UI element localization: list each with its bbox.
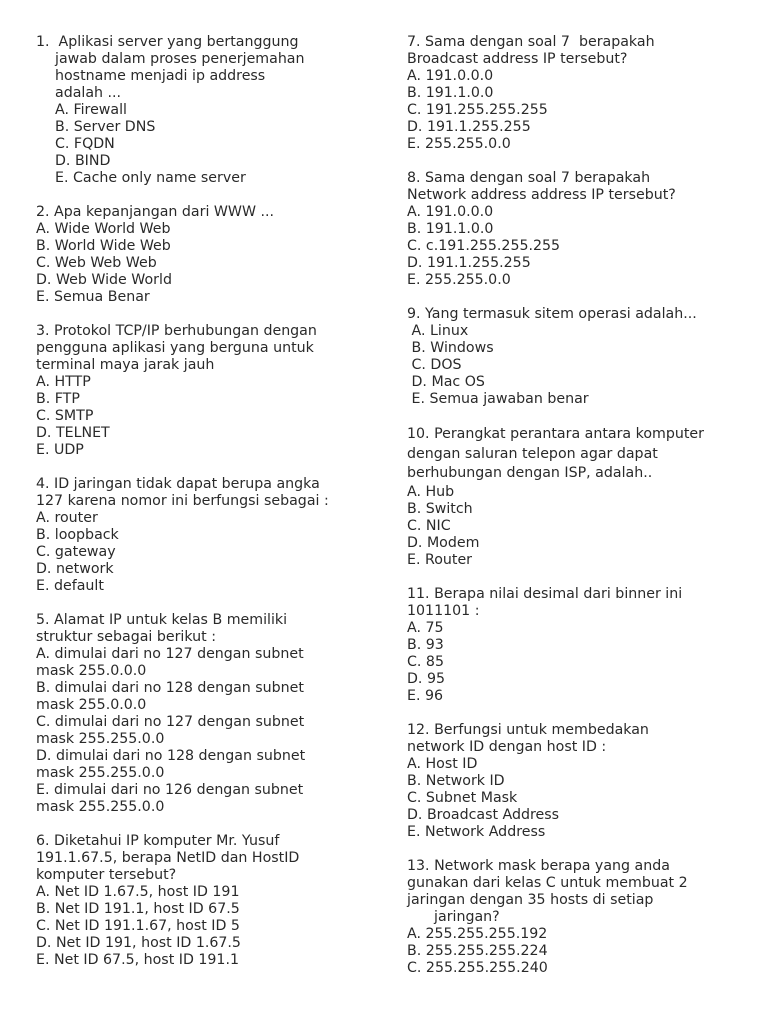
- question-stem-line: 1. Aplikasi server yang bertanggung: [36, 34, 299, 50]
- answer-option: C. FQDN: [55, 136, 115, 152]
- answer-option: E. Router: [407, 551, 473, 568]
- answer-option: D. Modem: [407, 534, 480, 551]
- answer-option: E. Semua jawaban benar: [407, 391, 589, 407]
- answer-option: C. 255.255.255.240: [407, 959, 548, 976]
- answer-option: C. SMTP: [36, 408, 94, 424]
- answer-option: D. dimulai dari no 128 dengan subnet: [36, 748, 306, 764]
- spacer: [407, 705, 742, 722]
- question-stem-line: 3. Protokol TCP/IP berhubungan dengan: [36, 323, 317, 339]
- question-stem-line: network ID dengan host ID :: [407, 738, 607, 755]
- answer-option: B. 255.255.255.224: [407, 942, 548, 959]
- question-stem-line: 1011101 :: [407, 602, 480, 619]
- answer-option: A. 75: [407, 619, 444, 636]
- answer-option: A. dimulai dari no 127 dengan subnet: [36, 646, 304, 662]
- answer-option: C. DOS: [407, 357, 462, 373]
- question-stem-line: jaringan dengan 35 hosts di setiap: [407, 891, 654, 908]
- answer-option: B. loopback: [36, 527, 119, 543]
- answer-option: D. Net ID 191, host ID 1.67.5: [36, 935, 241, 951]
- question-stem-line: 5. Alamat IP untuk kelas B memiliki: [36, 612, 288, 628]
- answer-option: mask 255.255.0.0: [36, 765, 165, 781]
- answer-option: D. Web Wide World: [36, 272, 172, 288]
- answer-option: D. 95: [407, 670, 445, 687]
- answer-option: C. Net ID 191.1.67, host ID 5: [36, 918, 240, 934]
- answer-option: B. Network ID: [407, 772, 505, 789]
- question-stem-line: 13. Network mask berapa yang anda: [407, 857, 670, 874]
- answer-option: A. Hub: [407, 483, 455, 500]
- answer-option: C. c.191.255.255.255: [407, 238, 561, 254]
- answer-option: A. 191.0.0.0: [407, 68, 494, 84]
- answer-option: E. dimulai dari no 126 dengan subnet: [36, 782, 304, 798]
- answer-option: D. Broadcast Address: [407, 806, 560, 823]
- answer-option: C. gateway: [36, 544, 116, 560]
- answer-option: C. Web Web Web: [36, 255, 157, 271]
- question-stem-line: adalah ...: [55, 85, 122, 101]
- question-stem-line: 127 karena nomor ini berfungsi sebagai :: [36, 493, 329, 509]
- answer-option: B. Net ID 191.1, host ID 67.5: [36, 901, 240, 917]
- answer-option: A. Linux: [407, 323, 469, 339]
- question-stem-line: komputer tersebut?: [36, 867, 177, 883]
- question-stem-line: 4. ID jaringan tidak dapat berupa angka: [36, 476, 320, 492]
- question-stem-line: jaringan?: [407, 908, 500, 925]
- question-10: [407, 425, 742, 569]
- spacer: [36, 816, 376, 833]
- question-stem-line: jawab dalam proses penerjemahan: [55, 51, 305, 67]
- left-column: [36, 34, 376, 969]
- spacer: [36, 306, 376, 323]
- answer-option: B. Switch: [407, 500, 473, 517]
- answer-option: D. network: [36, 561, 114, 577]
- question-stem-line: 2. Apa kepanjangan dari WWW ...: [36, 204, 275, 220]
- question-3: [36, 323, 376, 459]
- question-6: [36, 833, 376, 969]
- right-column: [407, 34, 742, 977]
- answer-option: mask 255.255.0.0: [36, 799, 165, 815]
- question-stem-line: gunakan dari kelas C untuk membuat 2: [407, 874, 688, 891]
- question-13: [407, 858, 742, 977]
- question-stem-line: 7. Sama dengan soal 7 berapakah: [407, 34, 655, 50]
- question-stem-line: 191.1.67.5, berapa NetID dan HostID: [36, 850, 300, 866]
- spacer: [407, 408, 742, 425]
- answer-option: A. Wide World Web: [36, 221, 171, 237]
- question-2: [36, 204, 376, 306]
- spacer: [36, 459, 376, 476]
- spacer: [407, 841, 742, 858]
- answer-option: mask 255.255.0.0: [36, 731, 165, 747]
- question-stem-line: berhubungan dengan ISP, adalah..: [407, 465, 653, 481]
- question-stem-line: 8. Sama dengan soal 7 berapakah: [407, 170, 651, 186]
- question-12: [407, 722, 742, 841]
- spacer: [407, 153, 742, 170]
- question-stem-line: hostname menjadi ip address: [55, 68, 266, 84]
- answer-option: B. Server DNS: [55, 119, 156, 135]
- answer-option: A. Firewall: [55, 102, 127, 118]
- question-11: [407, 586, 742, 705]
- answer-option: A. router: [36, 510, 98, 526]
- question-1: [36, 34, 376, 187]
- question-stem-line: Network address address IP tersebut?: [407, 187, 676, 203]
- question-stem-line: dengan saluran telepon agar dapat: [407, 445, 658, 462]
- answer-option: B. 191.1.0.0: [407, 85, 494, 101]
- question-9: [407, 306, 742, 408]
- answer-option: B. 93: [407, 636, 444, 653]
- question-stem-line: Broadcast address IP tersebut?: [407, 51, 628, 67]
- answer-option: mask 255.0.0.0: [36, 697, 147, 713]
- spacer: [407, 289, 742, 306]
- answer-option: D. BIND: [55, 153, 111, 169]
- answer-option: C. 85: [407, 653, 444, 670]
- answer-option: B. Windows: [407, 340, 494, 356]
- spacer: [36, 187, 376, 204]
- answer-option: E. 255.255.0.0: [407, 272, 511, 288]
- answer-option: C. 191.255.255.255: [407, 102, 548, 118]
- spacer: [36, 595, 376, 612]
- question-8: [407, 170, 742, 289]
- answer-option: A. 255.255.255.192: [407, 925, 548, 942]
- answer-option: B. 191.1.0.0: [407, 221, 494, 237]
- answer-option: E. Network Address: [407, 823, 546, 840]
- answer-option: A. Net ID 1.67.5, host ID 191: [36, 884, 240, 900]
- answer-option: B. dimulai dari no 128 dengan subnet: [36, 680, 304, 696]
- answer-option: D. Mac OS: [407, 374, 485, 390]
- answer-option: E. default: [36, 578, 104, 594]
- answer-option: C. Subnet Mask: [407, 789, 518, 806]
- answer-option: A. 191.0.0.0: [407, 204, 494, 220]
- answer-option: A. HTTP: [36, 374, 91, 390]
- answer-option: E. Net ID 67.5, host ID 191.1: [36, 952, 239, 968]
- question-7: [407, 34, 742, 153]
- question-stem-line: pengguna aplikasi yang berguna untuk: [36, 340, 314, 356]
- question-stem-line: 6. Diketahui IP komputer Mr. Yusuf: [36, 833, 280, 849]
- answer-option: C. dimulai dari no 127 dengan subnet: [36, 714, 305, 730]
- question-5: [36, 612, 376, 816]
- spacer: [407, 569, 742, 586]
- answer-option: D. 191.1.255.255: [407, 255, 531, 271]
- question-stem-line: terminal maya jarak jauh: [36, 357, 215, 373]
- question-stem-line: struktur sebagai berikut :: [36, 629, 216, 645]
- answer-option: E. 255.255.0.0: [407, 136, 511, 152]
- answer-option: B. FTP: [36, 391, 80, 407]
- question-stem-line: 11. Berapa nilai desimal dari binner ini: [407, 585, 683, 602]
- answer-option: D. 191.1.255.255: [407, 119, 531, 135]
- answer-option: E. Semua Benar: [36, 289, 150, 305]
- answer-option: mask 255.0.0.0: [36, 663, 147, 679]
- question-stem-line: 10. Perangkat perantara antara komputer: [407, 426, 704, 442]
- answer-option: A. Host ID: [407, 755, 478, 772]
- question-4: [36, 476, 376, 595]
- answer-option: D. TELNET: [36, 425, 110, 441]
- answer-option: C. NIC: [407, 517, 451, 534]
- question-stem-line: 12. Berfungsi untuk membedakan: [407, 721, 649, 738]
- answer-option: E. 96: [407, 687, 444, 704]
- answer-option: E. UDP: [36, 442, 84, 458]
- answer-option: E. Cache only name server: [55, 170, 246, 186]
- answer-option: B. World Wide Web: [36, 238, 171, 254]
- question-stem-line: 9. Yang termasuk sitem operasi adalah...: [407, 306, 697, 322]
